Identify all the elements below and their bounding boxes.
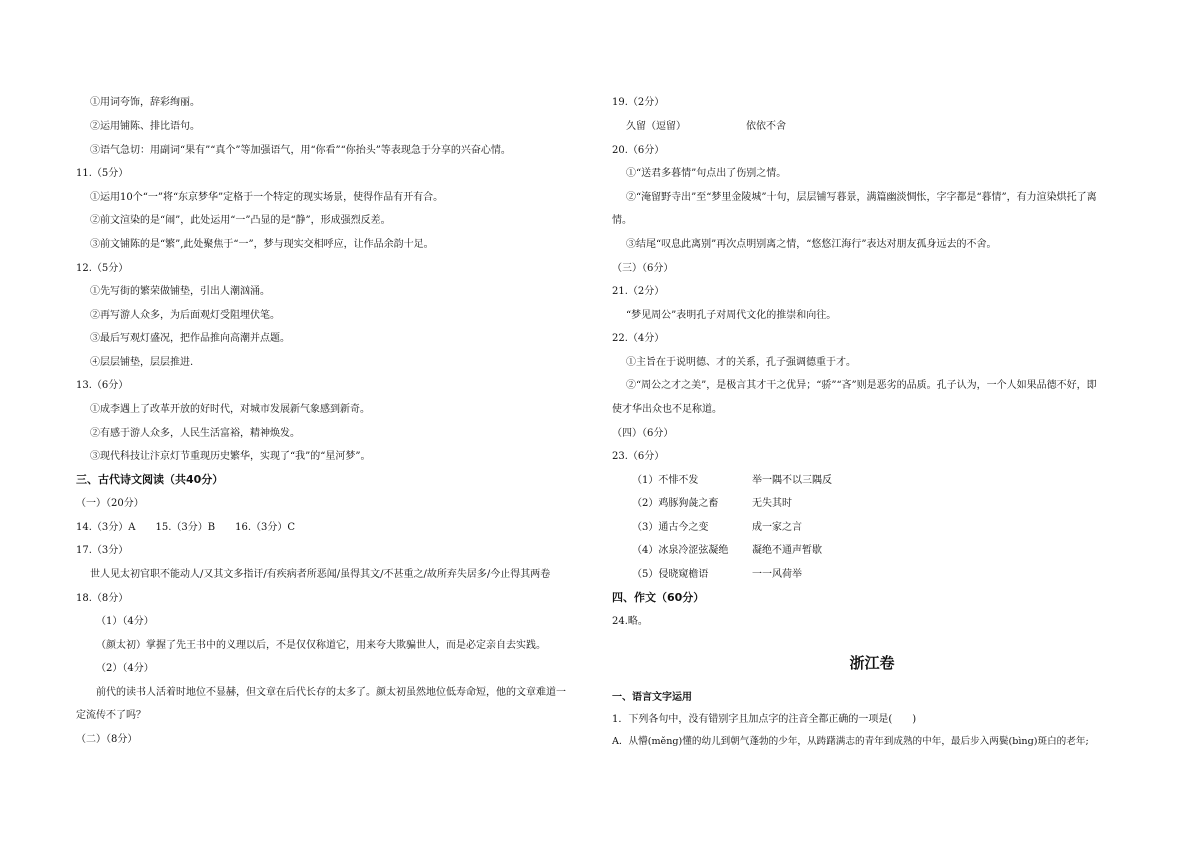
answer-line: 使才华出众也不足称道。 [612,404,722,415]
table-cell: 举一隅不以三隅反 [752,475,832,486]
table-cell: 一一风荷举 [752,569,802,580]
table-cell: （5）侵晓窥檐语 [632,569,709,580]
answer-line: ①成李遇上了改革开放的好时代，对城市发展新气象感到新奇。 [90,404,370,415]
table-cell: 成一家之言 [752,522,802,533]
question-number: 18.（8分） [76,593,129,604]
table-row [612,521,802,535]
section-heading: 四、作文（60分） [612,591,705,604]
answer-line: ①“送君多暮情”句点出了伤别之情。 [626,168,787,179]
answer-line: ①先写街的繁荣做铺垫，引出人潮汹涌。 [90,286,270,297]
question-number: 13.（6分） [76,380,129,391]
answer-line: ②前文渲染的是“闹”，此处运用“一”凸显的是“静”，形成强烈反差。 [90,215,391,226]
answer-line: ④层层铺垫，层层推进. [90,357,194,368]
question-option: A．从懵(měng)懂的幼儿到朝气蓬勃的少年，从踌躇满志的青年到成熟的中年，最后步入两鬓(bìng)斑白的老年; [612,736,1089,747]
sub-question: （2）（4分） [96,663,154,674]
section-heading: 一、语言文字运用 [612,692,692,703]
question-number: 23.（6分） [612,451,665,462]
section-heading: 三、古代诗文阅读（共40分） [76,473,224,486]
table-row [612,497,792,511]
question-number: 17.（3分） [76,545,129,556]
answer-line: 前代的读书人活着时地位不显赫，但文章在后代长存的太多了。颜太初虽然地位低寿命短，他的文章难道一 [96,687,566,698]
answer-line: 14.（3分）A 15.（3分）B 16.（3分）C [76,522,296,533]
answer-line: 定流传不了吗？ [76,710,146,721]
part-heading: （三）（6分） [612,263,674,274]
question-number: 22.（4分） [612,333,665,344]
table-cell: （2）鸡豚狗彘之畜 [632,498,719,509]
answer-line: ③现代科技让汴京灯节重现历史繁华，实现了“我”的“星河梦”。 [90,451,371,462]
part-heading: （四）（6分） [612,428,674,439]
table-row [612,474,832,488]
table-cell: （1）不悱不发 [632,475,699,486]
answer-part: 久留（逗留） [626,121,686,132]
question-number: 20.（6分） [612,145,665,156]
answer-line: 世人见太初官职不能动人/又其文多指讦/有疾病者所恶闻/虽得其文/不甚重之/故所弃失居多/今止得其两卷 [90,569,551,580]
table-cell: （4）冰泉冷涩弦凝绝 [632,545,729,556]
answer-line: ①主旨在于说明德、才的关系，孔子强调德重于才。 [626,357,856,368]
part-heading: （一）（20分） [76,498,144,509]
answer-part: 依依不舍 [746,121,786,132]
answer-line [612,120,786,134]
answer-line: ①运用10个“一”将“东京梦华”定格于一个特定的现实场景，使得作品有开有合。 [90,192,444,203]
table-cell: 凝绝不通声暂歇 [752,545,822,556]
page-title: 浙江卷 [849,654,895,672]
answer-line: ②有感于游人众多，人民生活富裕，精神焕发。 [90,428,300,439]
answer-line: ③前文铺陈的是“繁”,此处聚焦于“一”，梦与现实交相呼应，让作品余韵十足。 [90,239,434,250]
answer-line: ②运用铺陈、排比语句。 [90,121,200,132]
answer-line: ②“淹留野寺出”至“梦里金陵城”十句，层层铺写暮景，满篇幽淡惆怅，字字都是“暮情”，有力渲染烘托了离 [626,192,1097,203]
question-number: 11.（5分） [76,168,129,179]
question-number: 21.（2分） [612,286,665,297]
answer-line: ③最后写观灯盛况，把作品推向高潮并点题。 [90,333,290,344]
question-number: 12.（5分） [76,263,129,274]
answer-line: ①用词夸饰，辞彩绚丽。 [90,97,200,108]
table-cell: （3）通古今之变 [632,522,709,533]
table-row [612,568,802,582]
answer-line: ②“周公之才之美”，是极言其才干之优异；“骄”“吝”则是恶劣的品质。孔子认为，一个人如果品德不好，即 [626,380,1097,391]
answer-line: “梦见周公”表明孔子对周代文化的推崇和向往。 [626,310,837,321]
answer-line: （颜太初）掌握了先王书中的义理以后，不是仅仅称道它，用来夸大欺骗世人，而是必定亲自去实践。 [96,640,546,651]
answer-line: ③语气急切：用副词“果有”“真个”等加强语气，用“你看”“你抬头”等表现急于分享的兴奋心情。 [90,145,511,156]
answer-line: ②再写游人众多，为后面观灯受阻埋伏笔。 [90,310,280,321]
answer-line: 24.略。 [612,616,648,627]
question-number: 19.（2分） [612,97,665,108]
question-line: 1．下列各句中，没有错别字且加点字的注音全都正确的一项是( ) [612,714,917,725]
table-cell: 无失其时 [752,498,792,509]
sub-question: （1）（4分） [96,616,154,627]
answer-line: 情。 [612,215,632,226]
table-row [612,544,822,558]
answer-line: ③结尾“叹息此离别”再次点明别离之情，“悠悠江海行”表达对朋友孤身远去的不舍。 [626,239,997,250]
part-heading: （二）（8分） [76,734,138,745]
